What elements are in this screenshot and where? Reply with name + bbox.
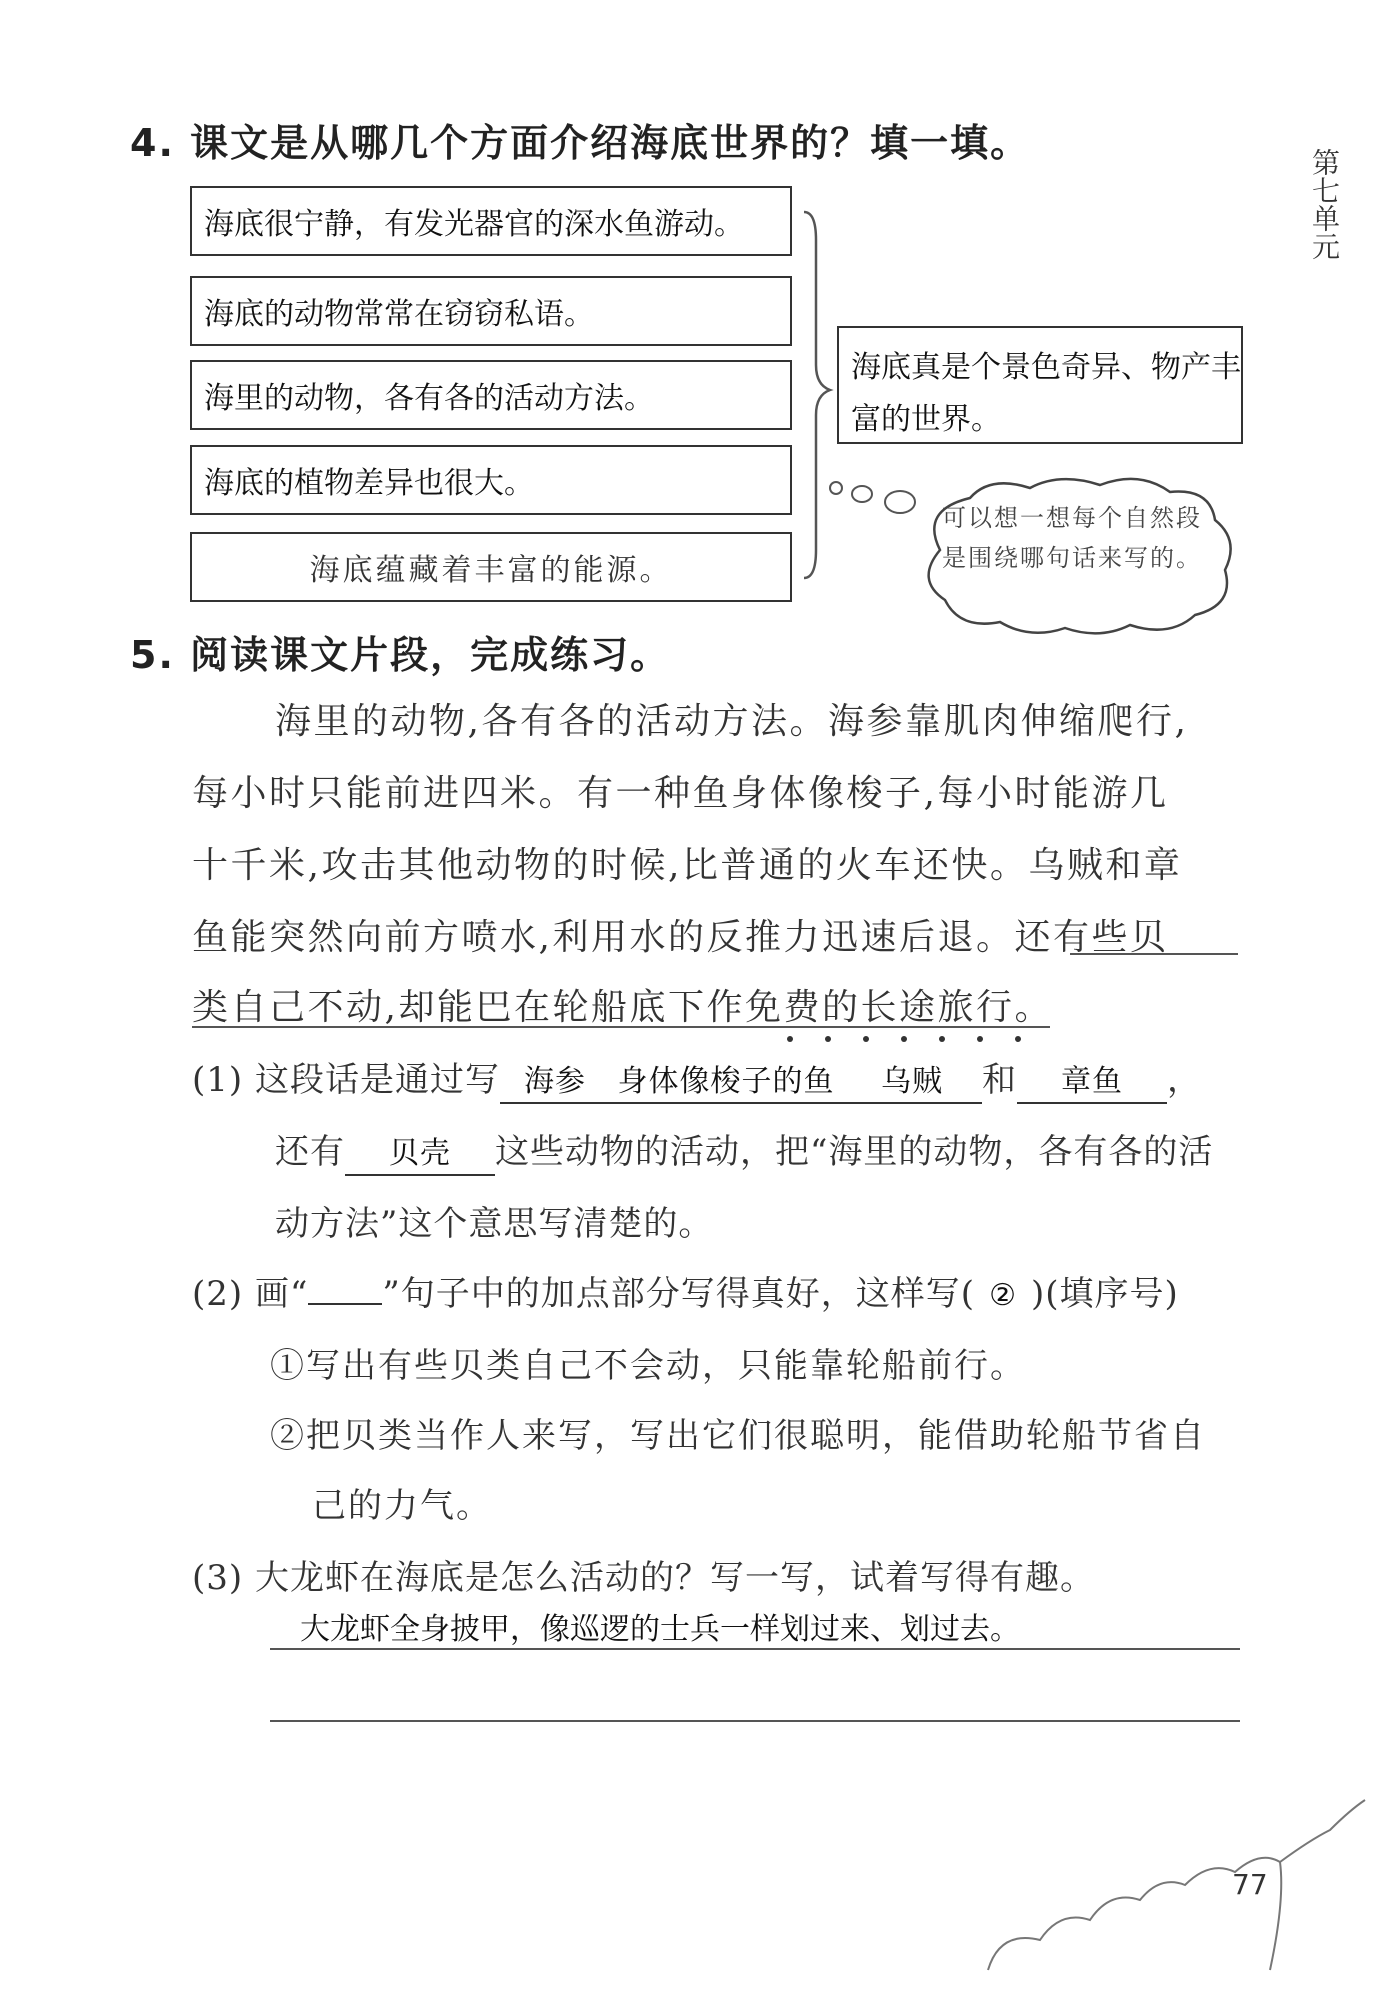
sub1-line2	[275, 1116, 1275, 1188]
passage-line-2: 每小时只能前进四米。有一种鱼身体像梭子,每小时能游几	[192, 773, 1169, 814]
left-box-5: 海底蕴藏着丰富的能源。	[190, 532, 792, 602]
sub2-option-2-line2: 己的力气。	[312, 1486, 492, 1526]
sub2-answer[interactable]: ②	[989, 1278, 1017, 1313]
sub1-line2-prefix: 还有	[275, 1132, 345, 1172]
question-4-title: 4. 课文是从哪几个方面介绍海底世界的？填一填。	[130, 121, 1031, 165]
answer-blank-5[interactable]: 贝壳	[345, 1134, 495, 1176]
sub3-answer[interactable]: 大龙虾全身披甲，像巡逻的士兵一样划过来、划过去。	[300, 1612, 1020, 1647]
sub3-question: (3) 大龙虾在海底是怎么活动的？写一写，试着写得有趣。	[192, 1558, 1095, 1598]
underline-sample	[308, 1303, 382, 1305]
page-number: 77	[1232, 1868, 1268, 1901]
answer-blank-2[interactable]: 身体像梭子的鱼	[610, 1062, 842, 1104]
sentence-underline-1	[1070, 953, 1238, 955]
sub1-line1	[192, 1044, 1272, 1116]
sub1-comma: ，	[1166, 1060, 1202, 1100]
sentence-underline-2	[192, 1026, 1050, 1028]
left-box-1: 海底很宁静，有发光器官的深水鱼游动。	[190, 186, 792, 256]
passage-line-3: 十千米,攻击其他动物的时候,比普通的火车还快。乌贼和章	[192, 845, 1183, 886]
question-5-title: 5. 阅读课文片段，完成练习。	[130, 633, 671, 677]
sub1-line2-suffix: 这些动物的活动，把“海里的动物，各有各的活	[495, 1132, 1214, 1172]
hint-bubble-text: 可以想一想每个自然段是围绕哪句话来写的。	[942, 504, 1202, 572]
summary-box: 海底真是个景色奇异、物产丰富的世界。	[837, 326, 1243, 444]
unit-side-tab: 第七单元	[1308, 148, 1341, 260]
answer-blank-3[interactable]: 乌贼	[842, 1062, 982, 1104]
corner-decoration	[980, 1780, 1370, 1990]
left-box-2: 海底的动物常常在窃窃私语。	[190, 276, 792, 346]
sub1-prefix: (1) 这段话是通过写	[192, 1060, 500, 1100]
left-box-3: 海里的动物，各有各的活动方法。	[190, 360, 792, 430]
sub2-prefix: (2) 画“	[192, 1274, 309, 1314]
answer-line-2	[270, 1720, 1240, 1722]
passage-line-5: 类自己不动,却能巴在轮船底下作免费的长途旅行。	[192, 987, 1053, 1028]
answer-blank-1[interactable]: 海参	[500, 1062, 610, 1104]
sub2-mid: ”句子中的加点部分写得真好，这样写(	[382, 1274, 976, 1314]
passage-line-4: 鱼能突然向前方喷水,利用水的反推力迅速后退。还有些贝	[192, 917, 1169, 958]
sub1-line3: 动方法”这个意思写清楚的。	[275, 1204, 714, 1244]
sub2-option-1: ①写出有些贝类自己不会动，只能靠轮船前行。	[270, 1346, 1026, 1386]
answer-blank-4[interactable]: 章鱼	[1017, 1062, 1167, 1104]
sub2-suffix: )(填序号)	[1031, 1274, 1179, 1314]
answer-line-1	[270, 1648, 1240, 1650]
sub2-option-2-line1: ②把贝类当作人来写，写出它们很聪明，能借助轮船节省自	[270, 1416, 1206, 1456]
passage-line-1: 海里的动物,各有各的活动方法。海参靠肌肉伸缩爬行,	[275, 701, 1189, 742]
left-box-4: 海底的植物差异也很大。	[190, 445, 792, 515]
sub2-line1	[192, 1258, 1272, 1332]
sub1-and: 和	[981, 1060, 1017, 1100]
